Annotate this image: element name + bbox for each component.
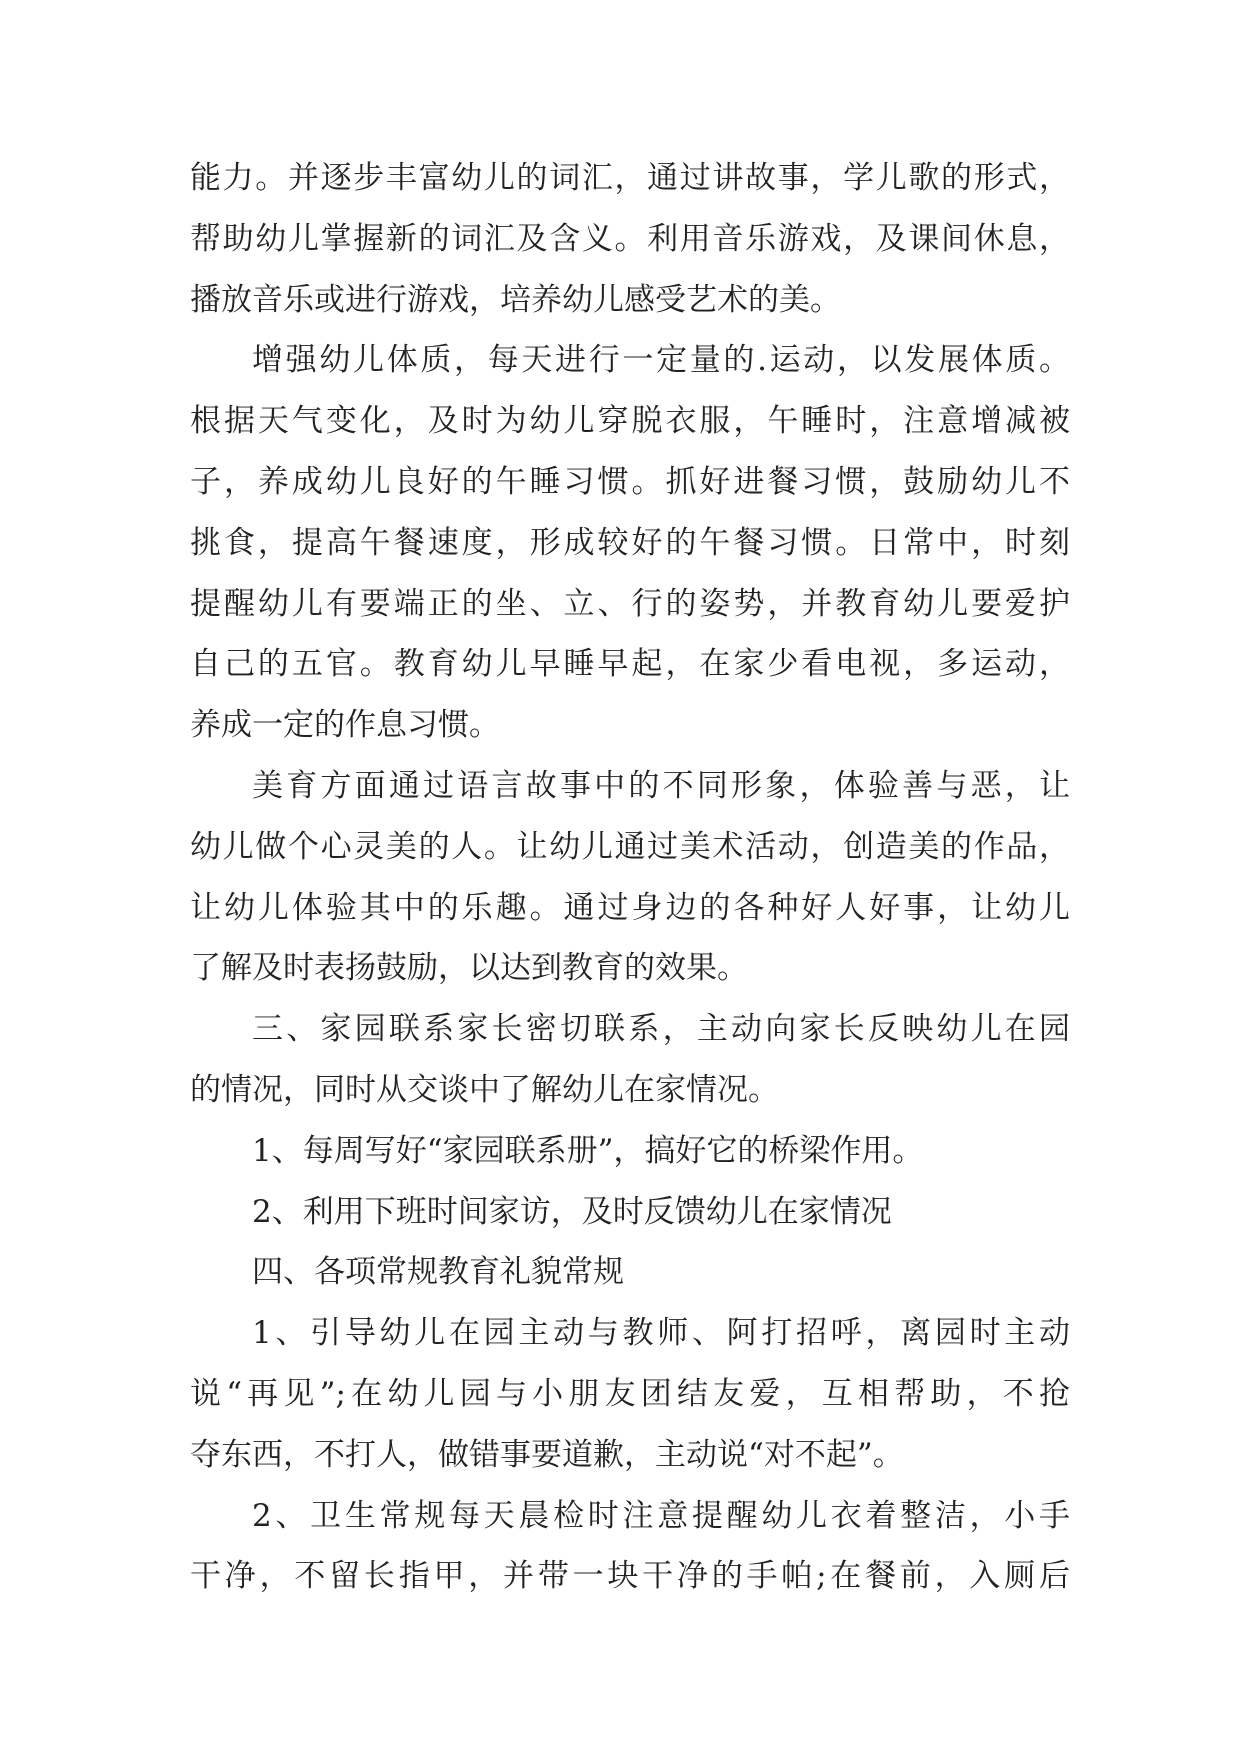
text-line: 增强幼儿体质，每天进行一定量的.运动，以发展体质。 xyxy=(252,342,1070,379)
text-line: 1、每周写好“家园联系册”，搞好它的桥梁作用。 xyxy=(252,1132,924,1169)
text-line: 说“再见”;在幼儿园与小朋友团结友爱，互相帮助，不抢 xyxy=(190,1375,1070,1412)
text-line: 三、家园联系家长密切联系，主动向家长反映幼儿在园 xyxy=(252,1011,1070,1048)
text-line: 根据天气变化，及时为幼儿穿脱衣服，午睡时，注意增减被 xyxy=(190,403,1070,440)
text-line: 夺东西，不打人，做错事要道歉，主动说“对不起”。 xyxy=(190,1436,904,1473)
text-line: 让幼儿体验其中的乐趣。通过身边的各种好人好事，让幼儿 xyxy=(190,889,1070,926)
text-line: 播放音乐或进行游戏，培养幼儿感受艺术的美。 xyxy=(190,281,841,318)
text-line: 自己的五官。教育幼儿早睡早起，在家少看电视，多运动， xyxy=(190,646,1070,683)
text-line: 干净，不留长指甲，并带一块干净的手帕;在餐前，入厕后 xyxy=(190,1558,1070,1595)
document-body xyxy=(190,148,1070,1607)
text-line: 养成一定的作息习惯。 xyxy=(190,707,500,744)
text-line: 帮助幼儿掌握新的词汇及含义。利用音乐游戏，及课间休息， xyxy=(190,220,1070,257)
text-line: 提醒幼儿有要端正的坐、立、行的姿势，并教育幼儿要爱护 xyxy=(190,585,1070,622)
text-line: 了解及时表扬鼓励，以达到教育的效果。 xyxy=(190,950,748,987)
text-line: 挑食，提高午餐速度，形成较好的午餐习惯。日常中，时刻 xyxy=(190,524,1070,561)
text-line: 子，养成幼儿良好的午睡习惯。抓好进餐习惯，鼓励幼儿不 xyxy=(190,463,1070,500)
text-line: 1、引导幼儿在园主动与教师、阿打招呼，离园时主动 xyxy=(252,1315,1070,1352)
text-line: 幼儿做个心灵美的人。让幼儿通过美术活动，创造美的作品， xyxy=(190,828,1070,865)
text-line: 四、各项常规教育礼貌常规 xyxy=(252,1254,624,1291)
text-line: 能力。并逐步丰富幼儿的词汇，通过讲故事，学儿歌的形式， xyxy=(190,160,1070,196)
text-line: 2、利用下班时间家访，及时反馈幼儿在家情况 xyxy=(252,1193,892,1230)
text-line: 美育方面通过语言故事中的不同形象，体验善与恶，让 xyxy=(252,767,1070,804)
text-line: 2、卫生常规每天晨检时注意提醒幼儿衣着整洁，小手 xyxy=(252,1497,1070,1534)
text-line: 的情况，同时从交谈中了解幼儿在家情况。 xyxy=(190,1071,779,1108)
